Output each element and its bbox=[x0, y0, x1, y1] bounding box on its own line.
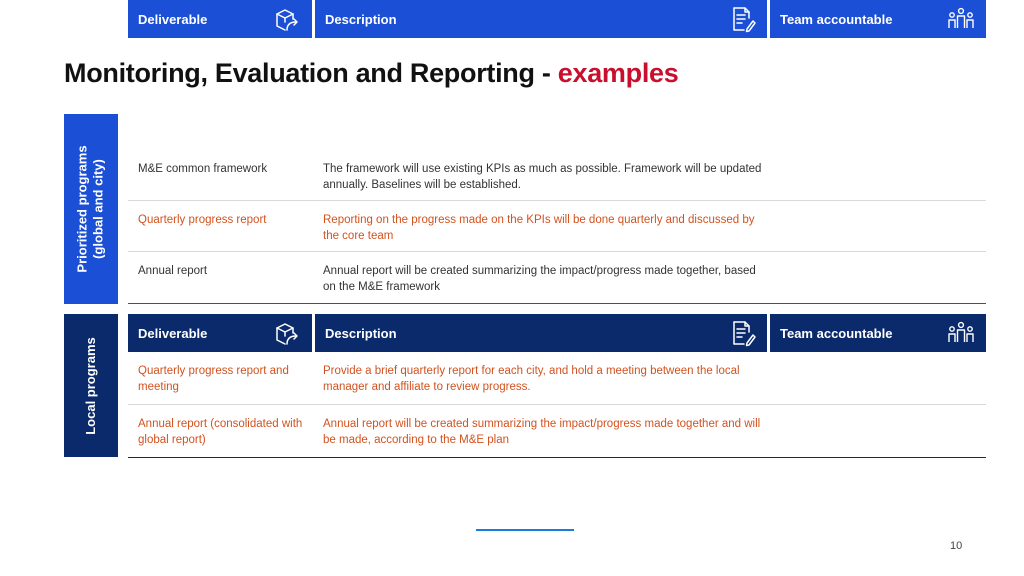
deliverable-cell: Quarterly progress report bbox=[138, 214, 267, 226]
box-arrow-icon bbox=[272, 318, 302, 348]
description-cell: Provide a brief quarterly report for each city, and hold a meeting between the local manager and affiliate to review progress. bbox=[323, 365, 740, 393]
deliverable-cell: Annual report bbox=[138, 265, 208, 277]
section-label-line1: Prioritized programs bbox=[75, 145, 91, 273]
table-row bbox=[128, 354, 986, 405]
table-row bbox=[128, 407, 986, 458]
header-deliverable-label: Deliverable bbox=[138, 11, 208, 27]
header-deliverable-label: Deliverable bbox=[138, 325, 208, 341]
accent-divider bbox=[476, 529, 574, 531]
section-label-line2: (global and city) bbox=[91, 159, 107, 259]
header-team-accountable bbox=[770, 0, 986, 38]
header-team-label: Team accountable bbox=[780, 325, 893, 341]
page-title bbox=[64, 58, 678, 89]
header-description-label: Description bbox=[325, 11, 397, 27]
header-description-label: Description bbox=[325, 325, 397, 341]
page-title-accent: examples bbox=[557, 58, 679, 88]
section-label-local-programs bbox=[64, 314, 118, 457]
table-row bbox=[128, 203, 986, 252]
header-team-label: Team accountable bbox=[780, 11, 893, 27]
document-pen-icon bbox=[727, 318, 757, 348]
description-cell: The framework will use existing KPIs as much as possible. Framework will be updated annually. Baselines will be established. bbox=[323, 163, 762, 191]
document-pen-icon bbox=[727, 4, 757, 34]
team-people-icon bbox=[946, 4, 976, 34]
section-label-line1: Local programs bbox=[83, 336, 98, 435]
header-team-accountable bbox=[770, 314, 986, 352]
page-number: 10 bbox=[950, 540, 963, 552]
description-cell: Reporting on the progress made on the KPIs will be done quarterly and discussed by the core team bbox=[323, 214, 755, 242]
section-label-prioritized-programs bbox=[64, 114, 118, 304]
team-people-icon bbox=[946, 318, 976, 348]
header-description bbox=[315, 314, 767, 352]
deliverable-cell: Quarterly progress report and meeting bbox=[138, 365, 289, 393]
table-row bbox=[128, 152, 986, 201]
header-deliverable bbox=[128, 314, 312, 352]
description-cell: Annual report will be created summarizing the impact/progress made together and will be made, according to the M&E plan bbox=[323, 418, 761, 446]
table-row bbox=[128, 254, 986, 304]
page-title-main: Monitoring, Evaluation and Reporting - bbox=[64, 58, 558, 88]
description-cell: Annual report will be created summarizing the impact/progress made together, based on the M&E framework bbox=[323, 265, 756, 293]
header-deliverable bbox=[128, 0, 312, 38]
header-description bbox=[315, 0, 767, 38]
deliverable-cell: M&E common framework bbox=[138, 163, 268, 175]
deliverable-cell: Annual report (consolidated with global report) bbox=[138, 418, 303, 446]
box-arrow-icon bbox=[272, 4, 302, 34]
